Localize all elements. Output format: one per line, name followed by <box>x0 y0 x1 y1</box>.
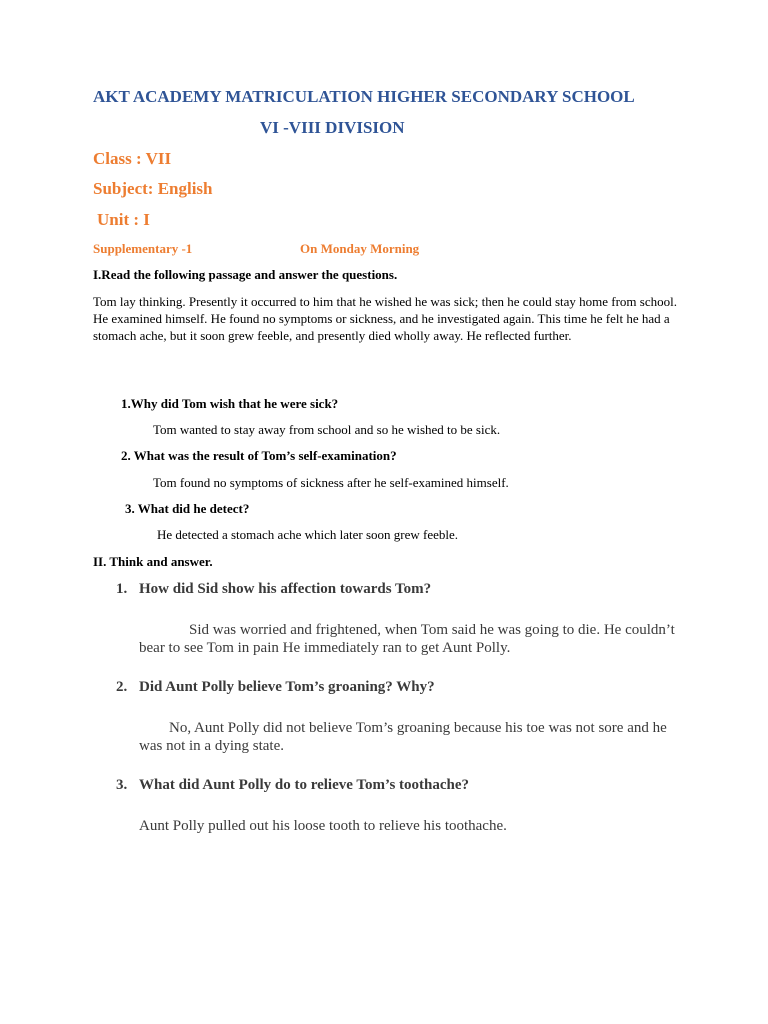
section2-number-1: 1. <box>116 581 128 597</box>
section1-question-2: 2. What was the result of Tom’s self-examination? <box>121 448 397 463</box>
section2-number-3: 3. <box>116 777 128 793</box>
section2-question-3: What did Aunt Polly do to relieve Tom’s toothache? <box>139 777 470 793</box>
lesson-title: On Monday Morning <box>300 241 420 256</box>
section2-answer-1: Sid was worried and frightened, when Tom said he was going to die. He couldn’t bear to see Tom in pain He immediately ran to get Aunt Polly. <box>139 622 675 656</box>
unit-label: Unit : I <box>97 210 150 229</box>
section1-answer-3: He detected a stomach ache which later soon grew feeble. <box>157 527 459 542</box>
section2-answer-2: No, Aunt Polly did not believe Tom’s groaning because his toe was not sore and he was not in a dying state. <box>139 720 667 754</box>
subject-label: Subject: English <box>93 179 213 198</box>
division-title: VI -VIII DIVISION <box>260 118 405 137</box>
school-name: AKT ACADEMY MATRICULATION HIGHER SECONDARY SCHOOL <box>93 87 635 106</box>
reading-passage: Tom lay thinking. Presently it occurred to him that he wished he was sick; then he could stay home from school. He examined himself. He found no symptoms or sickness, and he investigated again. This time he felt he had a stomach ache, but it soon grew feeble, and presently died wholly away. He reflected further. <box>93 294 677 343</box>
section1-question-3: 3. What did he detect? <box>125 501 250 516</box>
section2-heading: II. Think and answer. <box>93 554 213 569</box>
section1-question-1: 1.Why did Tom wish that he were sick? <box>121 396 339 411</box>
section2-number-2: 2. <box>116 679 128 695</box>
section1-answer-2: Tom found no symptoms of sickness after he self-examined himself. <box>153 475 509 490</box>
section2-question-2: Did Aunt Polly believe Tom’s groaning? Why? <box>139 679 435 695</box>
section1-heading: I.Read the following passage and answer the questions. <box>93 267 398 282</box>
class-label: Class : VII <box>93 149 172 168</box>
section1-answer-1: Tom wanted to stay away from school and so he wished to be sick. <box>153 422 501 437</box>
supplementary-label: Supplementary -1 <box>93 241 193 256</box>
section2-answer-3: Aunt Polly pulled out his loose tooth to relieve his toothache. <box>139 818 507 834</box>
section2-question-1: How did Sid show his affection towards Tom? <box>139 581 432 597</box>
